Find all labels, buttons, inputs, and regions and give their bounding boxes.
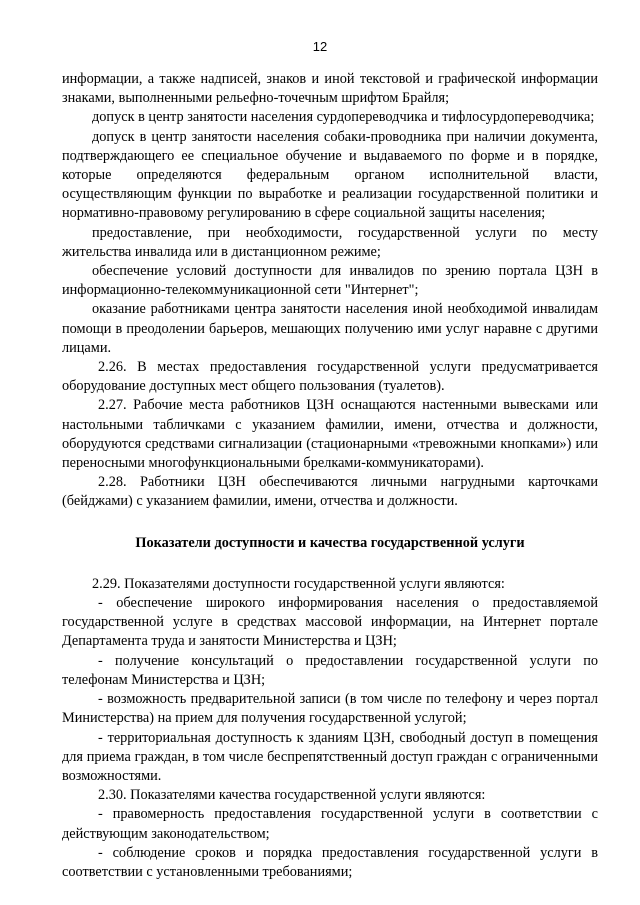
paragraph: предоставление, при необходимости, государственной услуги по месту жительства инвалида или в дистанционном режиме; xyxy=(62,224,598,260)
list-item: - правомерность предоставления государственной услуги в соответствии с действующим законодательством; xyxy=(62,806,598,842)
list-item: - территориальная доступность к зданиям ЦЗН, свободный доступ в помещения для приема граждан, в том числе беспрепятственный доступ граждан с ограниченными возможностями. xyxy=(62,729,598,784)
list-item: - получение консультаций о предоставлении государственной услуги по телефонам Министерства и ЦЗН; xyxy=(62,652,598,688)
list-item: - соблюдение сроков и порядка предоставления государственной услуги в соответствии с установленными требованиями; xyxy=(62,844,598,880)
paragraph: 2.29. Показателями доступности государственной услуги являются: xyxy=(92,575,505,592)
paragraph: обеспечение условий доступности для инвалидов по зрению портала ЦЗН в информационно-телекоммуникационной сети "Интернет"; xyxy=(62,263,598,299)
document-body xyxy=(62,70,598,882)
section-heading: Показатели доступности и качества государственной услуги xyxy=(135,534,525,551)
list-item: - возможность предварительной записи (в том числе по телефону и через портал Министерства) на прием для получения государственной услугой; xyxy=(62,691,598,727)
page-number: 12 xyxy=(312,39,328,54)
paragraph: оказание работниками центра занятости населения иной необходимой инвалидам помощи в преодолении барьеров, мешающих получению ими услуг наравне с другими лицами. xyxy=(62,301,598,356)
paragraph: 2.27. Рабочие места работников ЦЗН оснащаются настенными вывесками или настольными табличками с указанием фамилии, имени, отчества и должности, оборудуются средствами сигнализации (стационарными «тревожными кнопками») или переносными многофункциональными брелками-коммуникаторами). xyxy=(62,397,598,472)
paragraph: 2.26. В местах предоставления государственной услуги предусматривается оборудование доступных мест общего пользования (туалетов). xyxy=(62,359,598,395)
paragraph: допуск в центр занятости населения сурдопереводчика и тифлосурдопереводчика; xyxy=(92,109,595,126)
paragraph: допуск в центр занятости населения собаки-проводника при наличии документа, подтверждающего ее специальное обучение и выдаваемого по форме и в порядке, которые определяются федеральным органом исполнительной власти, осуществляющим функции по выработке и реализации государственной политики и нормативно-правовому регулированию в сфере социальной защиты населения; xyxy=(62,128,598,222)
paragraph: 2.28. Работники ЦЗН обеспечиваются личными нагрудными карточками (бейджами) с указанием фамилии, имени, отчества и должности. xyxy=(62,474,598,510)
paragraph: информации, а также надписей, знаков и иной текстовой и графической информации знаками, выполненными рельефно-точечным шрифтом Брайля; xyxy=(62,71,598,107)
list-item: - обеспечение широкого информирования населения о предоставляемой государственной услуге в средствах массовой информации, на Интернет портале Департамента труда и занятости Министерства и ЦЗН; xyxy=(62,595,598,650)
paragraph: 2.30. Показателями качества государственной услуги являются: xyxy=(98,787,486,804)
